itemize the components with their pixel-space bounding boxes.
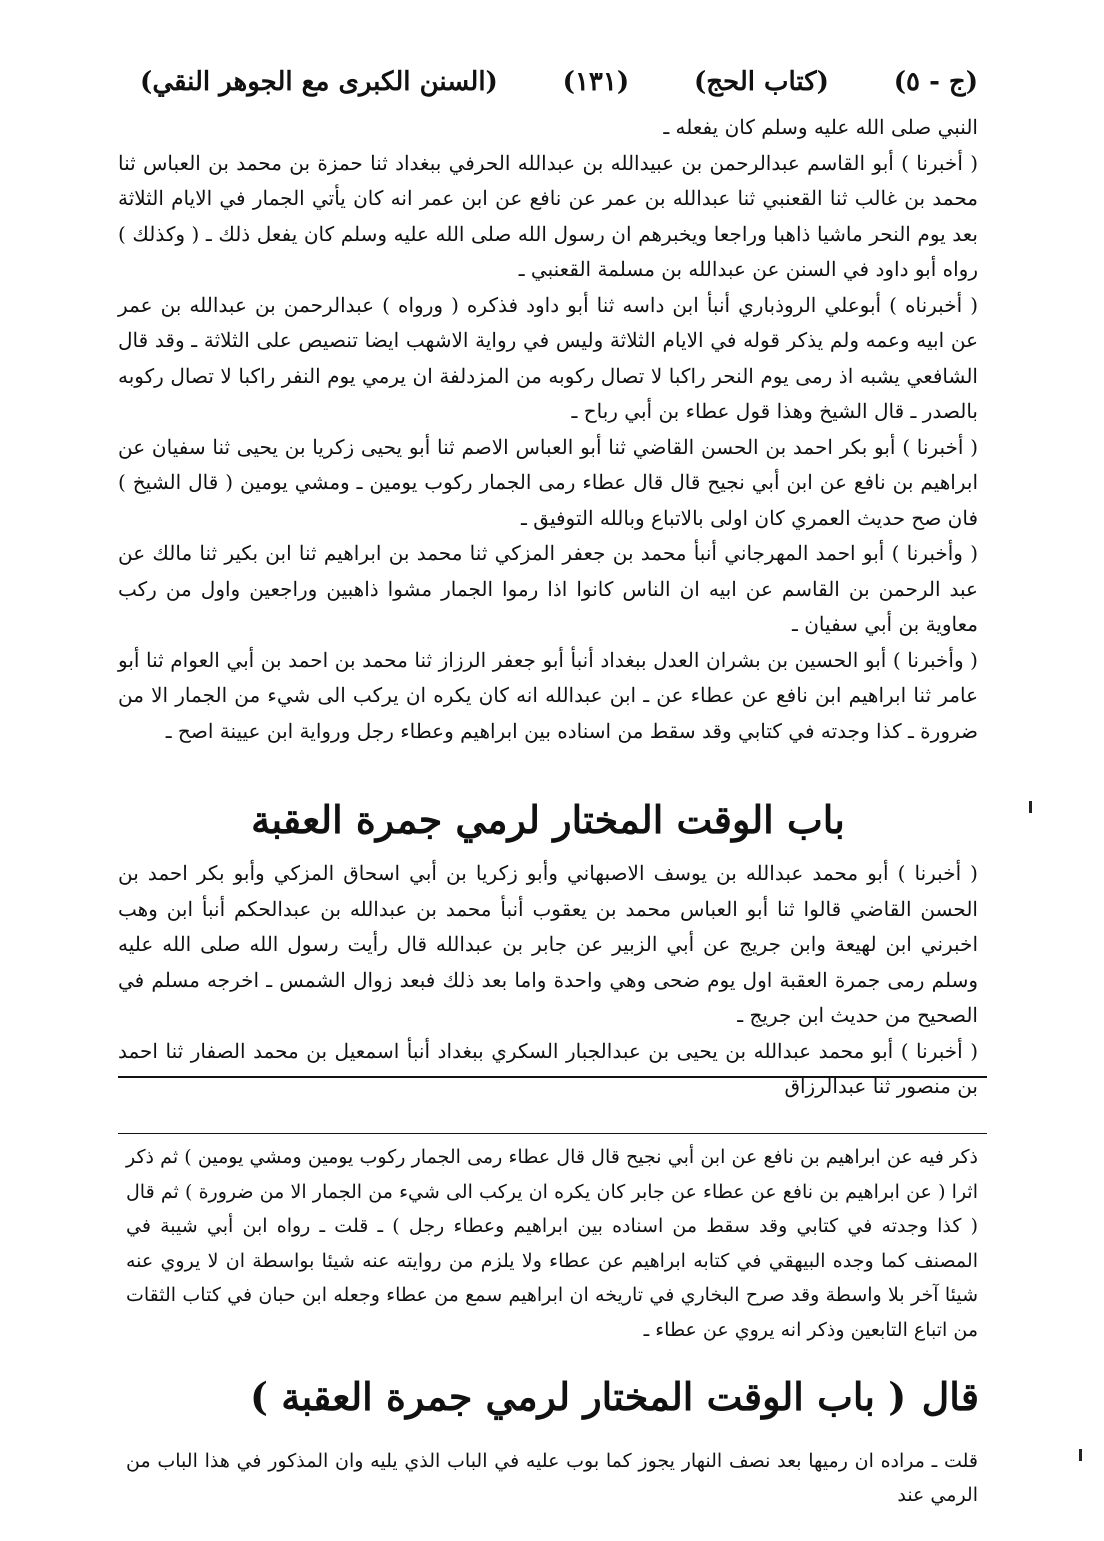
paragraph: ( أخبرنا ) أبو القاسم عبدالرحمن بن عبيدالله بن عبدالله الحرفي ببغداد ثنا حمزة بن محمد بن العباس ثنا محمد بن غالب ثنا القعنبي ثنا عبدالله بن عمر عن نافع عن ابن عمر انه كان يأتي الجمار في الايام الثلاثة بعد يوم النحر ماشيا ذاهبا وراجعا ويخبرهم ان رسول الله صلى الله عليه وسلم كان يفعل ذلك ـ ( وكذلك ) رواه أبو داود في السنن عن عبدالله بن مسلمة القعنبي ـ [118,150,978,281]
paragraph: ( أخبرناه ) أبوعلي الروذباري أنبأ ابن داسه ثنا أبو داود فذكره ( ورواه ) عبدالرحمن بن عبدالله بن عمر عن ابيه وعمه ولم يذكر قوله في الايام الثلاثة وليس في رواية الاشهب ايضا تنصيص على الثلاثة ـ وقد قال الشافعي يشبه اذ رمى يوم النحر راكبا لا تصال ركوبه من المزدلفة ان يرمي يوم النفر راكبا لا تصال ركوبه بالصدر ـ قال الشيخ وهذا قول عطاء بن أبي رباح ـ [118,292,979,423]
commentary-section [126,1140,978,1347]
paragraph: ( وأخبرنا ) أبو الحسين بن بشران العدل ببغداد أنبأ أبو جعفر الرزاز ثنا محمد بن احمد بن أبي العوام ثنا أبو عامر ثنا ابراهيم ابن نافع عن عطاء عن ـ ابن عبدالله انه كان يكره ان يركب الى شيء من الجمار الا من ضرورة ـ كذا وجدته في كتابي وقد سقط من اسناده بين ابراهيم وعطاء رجل ورواية ابن عيينة اصح ـ [118,647,978,743]
commentary-continuation [126,1444,978,1512]
margin-mark [1079,1449,1082,1461]
commentary-heading [250,1366,979,1426]
chapter-title: (كتاب الحج) [693,67,829,97]
commentary-heading-title: ( باب الوقت المختار لرمي جمرة العقبة ) [250,1373,907,1419]
book-title: (السنن الكبرى مع الجوهر النقي) [140,67,498,97]
paragraph: قلت ـ مراده ان رميها بعد نصف النهار يجوز كما بوب عليه في الباب الذي يليه وان المذكور في هذا الباب من الرمي عند [126,1450,978,1506]
chapter-heading: باب الوقت المختار لرمي جمرة العقبة [251,797,845,842]
paragraph: ( أخبرنا ) أبو بكر احمد بن الحسن القاضي ثنا أبو العباس الاصم ثنا أبو يحيى زكريا بن يحيى ثنا سفيان عن ابراهيم بن نافع عن ابن أبي نجيح قال قال عطاء رمى الجمار ركوب يومين ـ ومشي يومين ( قال الشيخ ) فان صح حديث العمري كان اولى بالاتباع وبالله التوفيق ـ [118,434,978,530]
paragraph: ذكر فيه عن ابراهيم بن نافع عن ابن أبي نجيح قال قال عطاء رمى الجمار ركوب يومين ومشي يومين ) ثم ذكر اثرا ( عن ابراهيم بن نافع عن عطاء عن جابر كان يكره ان يركب الى شيء من الجمار الا من ضرورة ) ثم قال ( كذا وجدته في كتابي وقد سقط من اسناده بين ابراهيم وعطاء رجل ) ـ قلت ـ رواه ابن أبي شيبة في المصنف كما وجده البيهقي في كتابه ابراهيم عن عطاء ولا يلزم من روايته عنه شيئا بواسطة ان لا يروي عنه شيئا آخر بلا واسطة وقد صرح البخاري في تاريخه ان ابراهيم سمع من عطاء وجعله ابن حبان في كتاب الثقات من اتباع التابعين وذكر انه يروي عن عطاء ـ [126,1146,978,1341]
margin-mark [1029,801,1032,813]
text-divider [118,1076,987,1078]
paragraph: ( وأخبرنا ) أبو احمد المهرجاني أنبأ محمد بن جعفر المزكي ثنا محمد بن ابراهيم ثنا ابن بكير ثنا مالك عن عبد الرحمن بن القاسم عن ابيه ان الناس كانوا اذا رموا الجمار مشوا ذاهبين وراجعين واول من ركب معاوية بن أبي سفيان ـ [118,541,978,636]
main-text-section-2 [118,856,978,1105]
paragraph: ( أخبرنا ) أبو محمد عبدالله بن يوسف الاصبهاني وأبو زكريا بن أبي اسحاق المزكي وأبو بكر احمد بن الحسن القاضي قالوا ثنا أبو العباس محمد بن يعقوب أنبأ محمد بن عبدالله بن عبدالحكم أنبأ ابن وهب اخبرني ابن لهيعة وابن جريج عن أبي الزبير عن جابر بن عبدالله قال رأيت رسول الله صلى الله عليه وسلم رمى جمرة العقبة اول يوم ضحى وهي واحدة واما بعد ذلك فبعد زوال الشمس ـ اخرجه مسلم في الصحيح من حديث ابن جريج ـ [118,861,978,1027]
running-header [140,62,978,102]
volume-number: (ج - ٥) [893,67,978,97]
qal-word: قال [921,1373,979,1419]
paragraph: النبي صلى الله عليه وسلم كان يفعله ـ [663,115,978,139]
main-text-section-1 [118,110,978,749]
paragraph: ( أخبرنا ) أبو محمد عبدالله بن يحيى بن عبدالجبار السكري ببغداد أنبأ اسمعيل بن محمد الصفار ثنا احمد بن منصور ثنا عبدالرزاق [118,1038,978,1098]
page-number: (١٣١) [562,67,630,97]
footnote-divider [118,1133,987,1134]
